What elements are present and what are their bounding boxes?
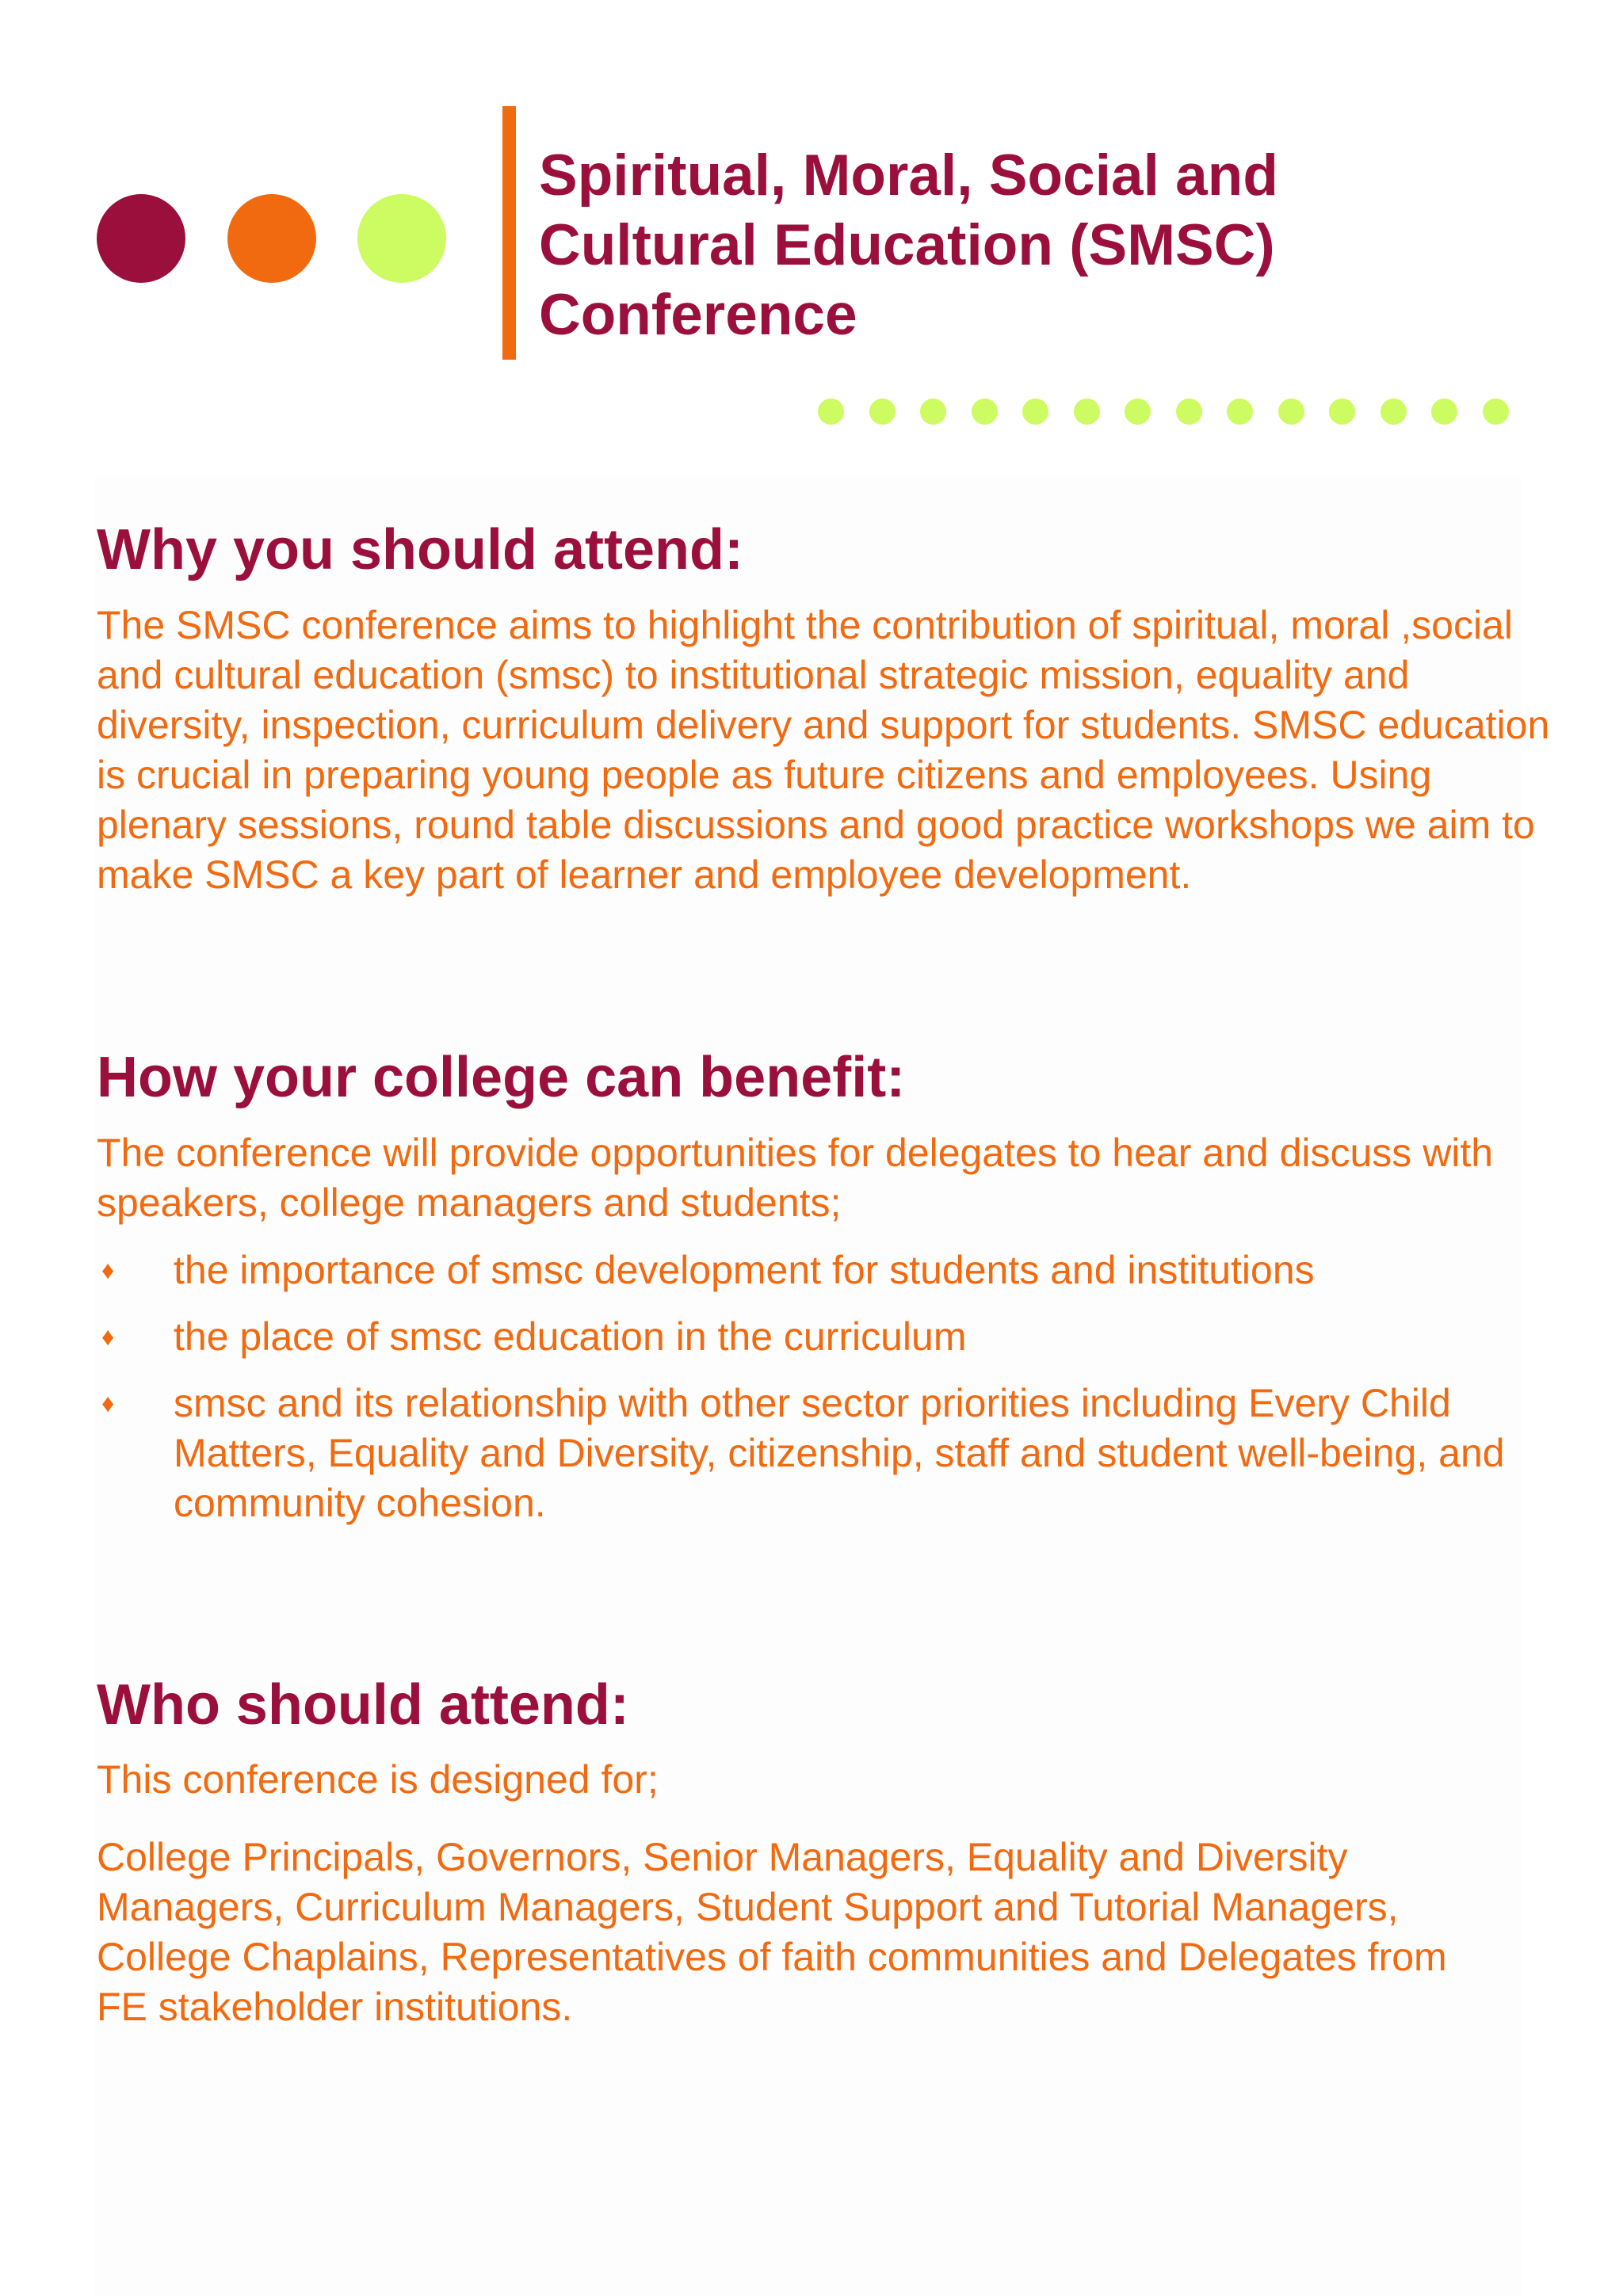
small-dot-icon: [1022, 399, 1048, 425]
page-title: Spiritual, Moral, Social and Cultural Education (SMSC) Conference: [539, 143, 1278, 347]
benefit-list-item: [97, 1312, 1555, 1362]
small-dot-icon: [1176, 399, 1202, 425]
small-dot-icon: [1381, 399, 1407, 425]
benefit-list-item: [97, 1379, 1555, 1528]
small-dot-icon: [1074, 399, 1100, 425]
diamond-icon: ♦: [101, 1322, 115, 1351]
small-dot-icon: [920, 399, 946, 425]
why-attend-heading: Why you should attend:: [97, 518, 743, 582]
small-dot-icon: [1278, 399, 1304, 425]
maroon-circle-icon: [97, 194, 185, 283]
diamond-icon: ♦: [101, 1389, 115, 1417]
benefit-item-text: the importance of smsc development for students and institutions: [174, 1248, 1315, 1292]
who-attend-intro: This conference is designed for;: [97, 1757, 659, 1802]
lime-circle-icon: [357, 194, 446, 283]
diamond-icon: ♦: [101, 1256, 115, 1284]
who-attend-text: College Principals, Governors, Senior Managers, Equality and Diversity Managers, Curriculum Managers, Student Support and Tutorial Managers, College Chaplains, Representatives of faith communities and Delegates from FE stakeholder institutions.: [97, 1835, 1447, 2029]
benefit-item-text: smsc and its relationship with other sector priorities including Every Child Matters, Equality and Diversity, citizenship, staff and student well-being, and community cohesion.: [174, 1381, 1505, 1525]
who-attend-heading: Who should attend:: [97, 1673, 629, 1737]
small-dot-icon: [1329, 399, 1355, 425]
benefit-list-item: [97, 1245, 1555, 1295]
orange-circle-icon: [227, 194, 316, 283]
benefit-item-text: the place of smsc education in the curriculum: [174, 1314, 967, 1359]
small-dot-icon: [869, 399, 896, 425]
why-attend-text: The SMSC conference aims to highlight the contribution of spiritual, moral ,social and cultural education (smsc) to institutional strategic mission, equality and diversity, inspection, curriculum delivery and support for students. SMSC education is crucial in preparing young people as future citizens and employees. Using plenary sessions, round table discussions and good practice workshops we aim to make SMSC a key part of learner and employee development.: [97, 603, 1550, 897]
small-dot-icon: [1227, 399, 1253, 425]
small-dot-icon: [1125, 399, 1151, 425]
small-dot-icon: [972, 399, 998, 425]
small-dot-icon: [1483, 399, 1509, 425]
small-dot-icon: [1431, 399, 1457, 425]
benefit-list: [97, 1245, 1555, 1545]
benefit-intro-text: The conference will provide opportunities for delegates to hear and discuss with speakers, college managers and students;: [97, 1131, 1494, 1225]
small-dot-icon: [818, 399, 844, 425]
decorative-dot-row: [818, 399, 1531, 425]
title-accent-bar: [502, 106, 516, 360]
benefit-heading: How your college can benefit:: [97, 1046, 906, 1109]
